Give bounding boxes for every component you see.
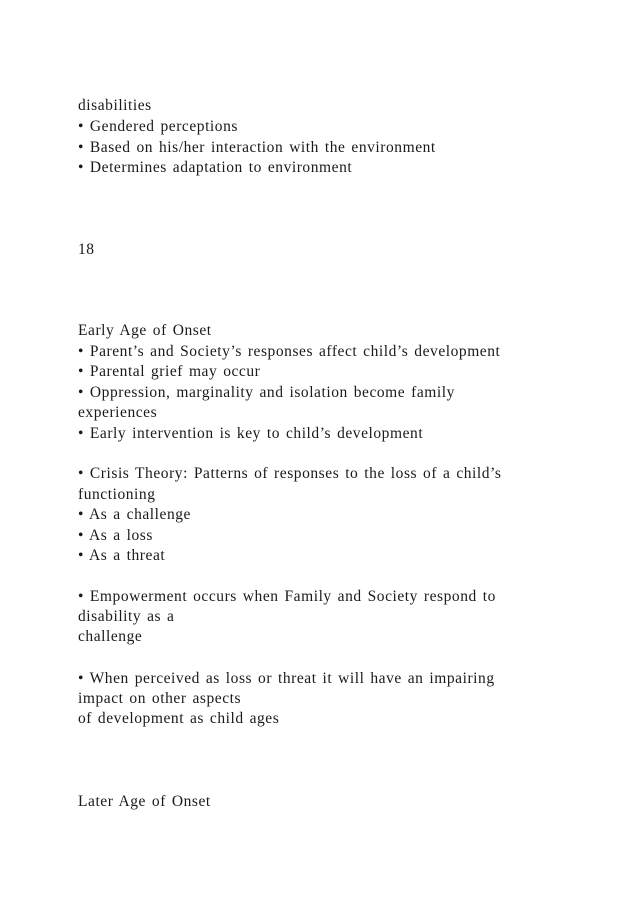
text-line: disabilities — [78, 97, 152, 114]
text-line: challenge — [78, 628, 143, 645]
bullet-item: • As a loss — [78, 527, 153, 544]
bullet-item: • Determines adaptation to environment — [78, 159, 353, 176]
text-line: functioning — [78, 486, 156, 503]
bullet-item: • Crisis Theory: Patterns of responses to the loss of a child’s — [78, 465, 502, 482]
text-line: disability as a — [78, 608, 175, 625]
text-line: of development as child ages — [78, 710, 280, 727]
bullet-item: • Gendered perceptions — [78, 118, 238, 135]
bullet-item: • Early intervention is key to child’s development — [78, 425, 424, 442]
bullet-item: • Empowerment occurs when Family and Society respond to — [78, 588, 496, 605]
section-heading-early-onset: Early Age of Onset — [78, 322, 212, 339]
bullet-item: • Oppression, marginality and isolation become family — [78, 384, 455, 401]
page-number: 18 — [78, 241, 95, 258]
bullet-item: • As a threat — [78, 547, 166, 564]
bullet-item: • As a challenge — [78, 506, 191, 523]
bullet-item: • Based on his/her interaction with the environment — [78, 139, 436, 156]
bullet-item: • When perceived as loss or threat it will have an impairing — [78, 670, 495, 687]
bullet-item: • Parental grief may occur — [78, 363, 261, 380]
text-line: experiences — [78, 404, 158, 421]
section-heading-later-onset: Later Age of Onset — [78, 793, 211, 810]
bullet-item: • Parent’s and Society’s responses affect child’s development — [78, 343, 501, 360]
text-line: impact on other aspects — [78, 690, 242, 707]
